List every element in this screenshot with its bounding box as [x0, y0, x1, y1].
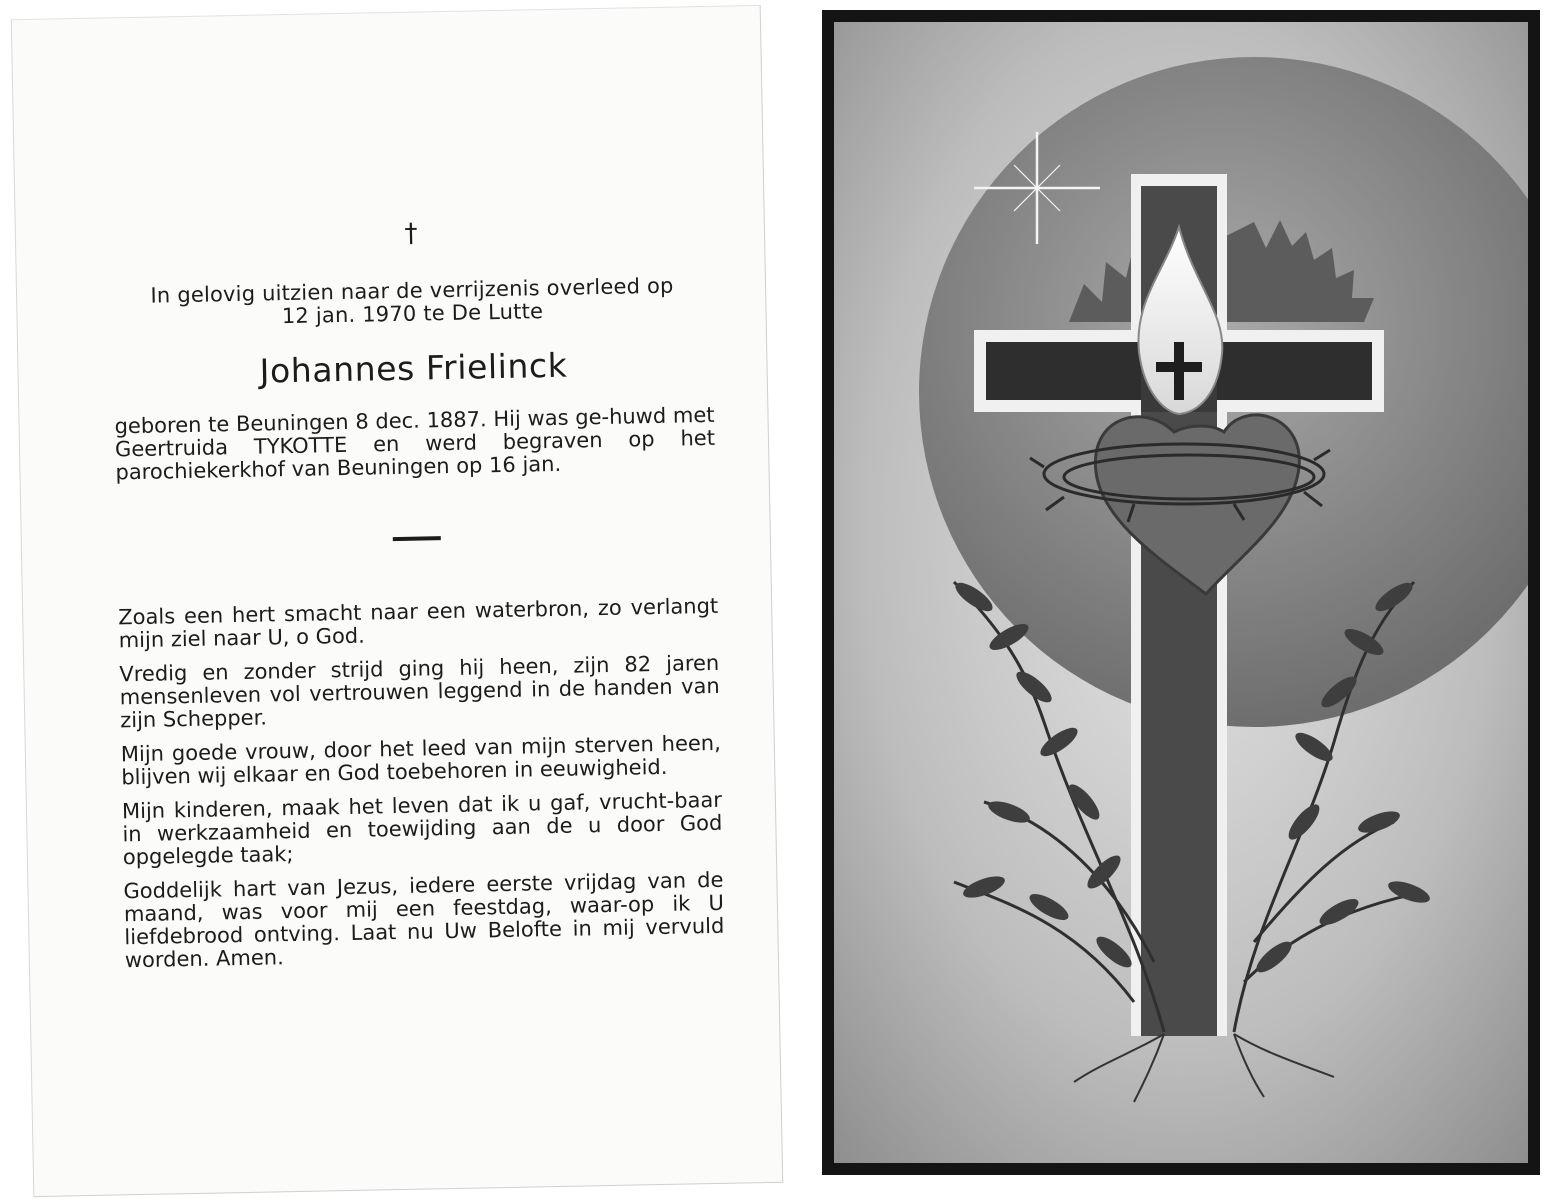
intro-line-2: 12 jan. 1970 te De Lutte	[281, 299, 544, 329]
deceased-name: Johannes Frielinck	[259, 345, 568, 391]
intro-line-1: In gelovig uitzien naar de verrijzenis overleed op	[150, 273, 674, 308]
prayer-card-text-side	[11, 5, 783, 1197]
biography: geboren te Beuningen 8 dec. 1887. Hij was ge-huwd met Geertruida TYKOTTE en werd begraven op het parochiekerkhof van Beuningen op 16 jan.	[114, 402, 716, 485]
card-text-column	[111, 217, 725, 983]
paragraph-sacred-heart: Goddelijk hart van Jezus, iedere eerste vrijdag van de maand, was voor mij een feestdag, waar-op ik U liefdebrood ontving. Laat nu Uw Belofte in mij vervuld worden. Amen.	[123, 867, 725, 973]
paragraph-children: Mijn kinderen, maak het leven dat ik u gaf, vrucht-baar in werkzaamheid en toewijding aan de u door God opgelegde taak;	[121, 787, 723, 870]
memorial-illustration	[834, 22, 1528, 1163]
divider-line	[393, 536, 441, 541]
paragraph-psalm: Zoals een hert smacht naar een waterbron, zo verlangt mijn ziel naar U, o God.	[118, 593, 719, 653]
paragraph-wife: Mijn goede vrouw, door het leed van mijn sterven heen, blijven wij elkaar en God toebehoren in eeuwigheid.	[120, 730, 722, 790]
prayer-card-image-side	[822, 10, 1540, 1175]
cross-symbol: †	[404, 218, 418, 249]
paragraph-peaceful: Vredig en zonder strijd ging hij heen, zijn 82 jaren mensenleven vol vertrouwen leggend in de handen van zijn Schepper.	[119, 650, 720, 733]
